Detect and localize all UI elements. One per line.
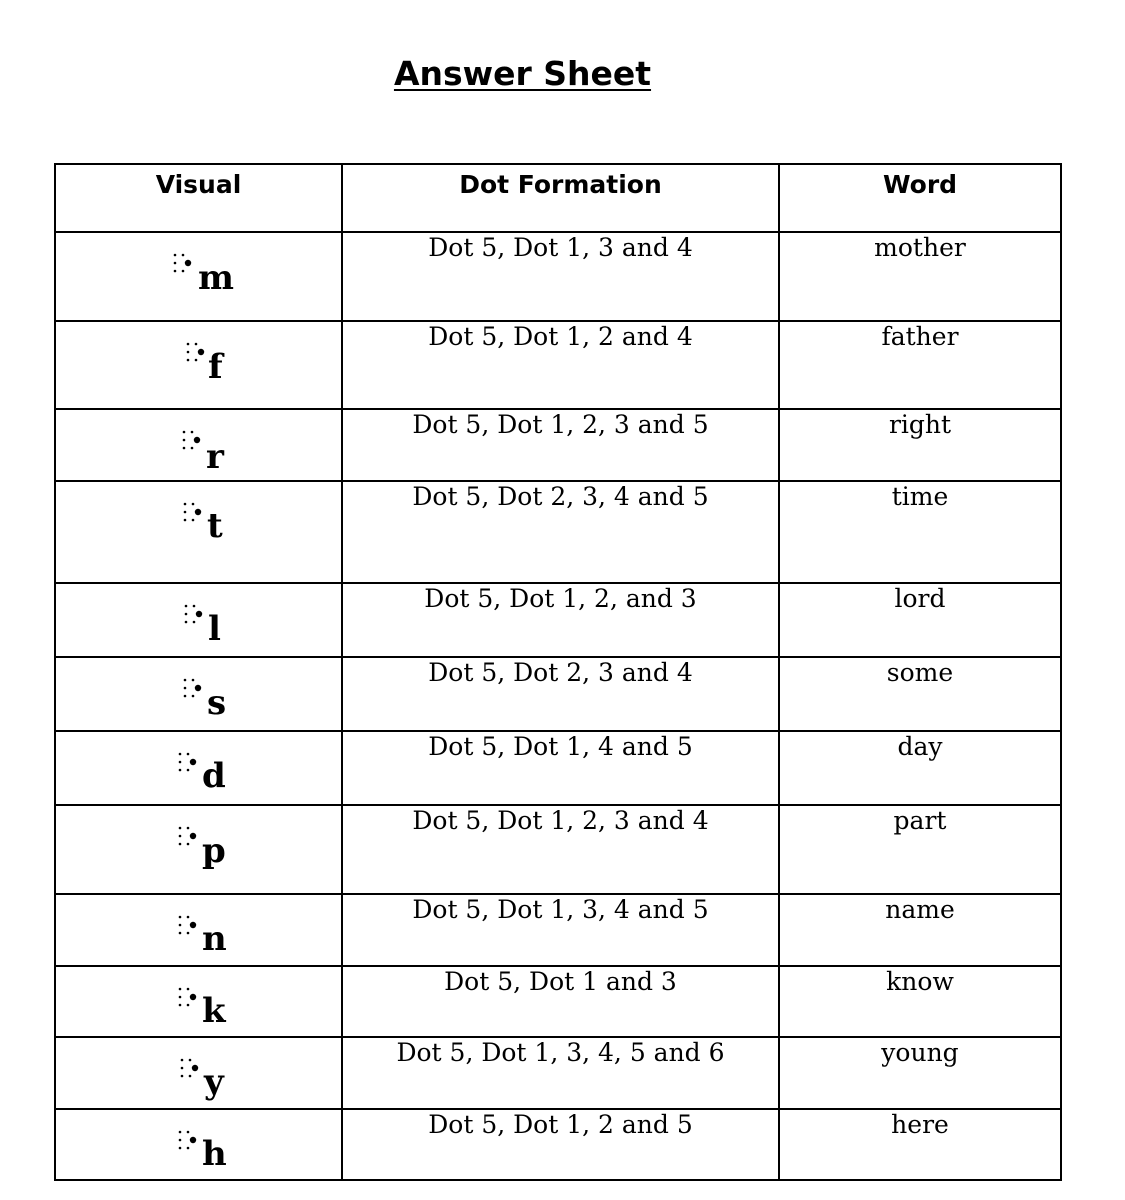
table-row [55, 583, 1061, 657]
visual-letter: y [204, 1062, 224, 1102]
answer-table [54, 163, 1062, 1181]
table-row [55, 657, 1061, 731]
dot-formation-cell: Dot 5, Dot 2, 3 and 4 [342, 657, 779, 731]
dot-formation-cell: Dot 5, Dot 1, 2 and 4 [342, 321, 779, 409]
word-cell: lord [779, 583, 1061, 657]
visual-letter: r [206, 437, 224, 477]
word-cell: mother [779, 232, 1061, 321]
visual-letter: h [202, 1134, 227, 1174]
visual-cell [55, 805, 342, 894]
visual-cell [55, 657, 342, 731]
word-cell: name [779, 894, 1061, 966]
visual-letter: k [202, 991, 226, 1031]
table-row [55, 321, 1061, 409]
word-cell: part [779, 805, 1061, 894]
word-cell: some [779, 657, 1061, 731]
table-header-row [55, 164, 1061, 232]
header-visual: Visual [55, 164, 342, 232]
visual-letter: p [202, 831, 226, 871]
visual-cell [55, 409, 342, 481]
table-row [55, 1037, 1061, 1109]
dot-formation-cell: Dot 5, Dot 1, 2, and 3 [342, 583, 779, 657]
dot-formation-cell: Dot 5, Dot 1, 2, 3 and 5 [342, 409, 779, 481]
word-cell: here [779, 1109, 1061, 1180]
header-dot-formation: Dot Formation [342, 164, 779, 232]
page-title: Answer Sheet [393, 54, 652, 93]
visual-cell [55, 1037, 342, 1109]
visual-cell [55, 481, 342, 583]
table-row [55, 481, 1061, 583]
visual-cell [55, 894, 342, 966]
dot-formation-cell: Dot 5, Dot 1, 2, 3 and 4 [342, 805, 779, 894]
visual-cell [55, 731, 342, 805]
table-row [55, 731, 1061, 805]
dot-formation-cell: Dot 5, Dot 1, 3 and 4 [342, 232, 779, 321]
visual-letter: n [202, 919, 227, 959]
visual-letter: m [198, 258, 234, 298]
braille-dot5-icon [171, 251, 201, 281]
dot-formation-cell: Dot 5, Dot 1 and 3 [342, 966, 779, 1037]
header-word: Word [779, 164, 1061, 232]
word-cell: time [779, 481, 1061, 583]
visual-letter: l [208, 609, 221, 649]
table-row [55, 966, 1061, 1037]
visual-letter: s [207, 683, 227, 723]
table-row [55, 1109, 1061, 1180]
table-row [55, 894, 1061, 966]
dot-formation-cell: Dot 5, Dot 1, 3, 4 and 5 [342, 894, 779, 966]
word-cell: know [779, 966, 1061, 1037]
visual-cell [55, 966, 342, 1037]
visual-cell [55, 321, 342, 409]
dot-formation-cell: Dot 5, Dot 1, 2 and 5 [342, 1109, 779, 1180]
dot-formation-cell: Dot 5, Dot 2, 3, 4 and 5 [342, 481, 779, 583]
table-row [55, 805, 1061, 894]
visual-letter: d [202, 756, 226, 796]
dot-formation-cell: Dot 5, Dot 1, 3, 4, 5 and 6 [342, 1037, 779, 1109]
table-row [55, 232, 1061, 321]
word-cell: young [779, 1037, 1061, 1109]
word-cell: right [779, 409, 1061, 481]
word-cell: day [779, 731, 1061, 805]
table-row [55, 409, 1061, 481]
visual-letter: f [208, 347, 223, 387]
visual-letter: t [207, 506, 223, 546]
dot-formation-cell: Dot 5, Dot 1, 4 and 5 [342, 731, 779, 805]
visual-cell [55, 583, 342, 657]
visual-cell [55, 1109, 342, 1180]
visual-cell [55, 232, 342, 321]
word-cell: father [779, 321, 1061, 409]
